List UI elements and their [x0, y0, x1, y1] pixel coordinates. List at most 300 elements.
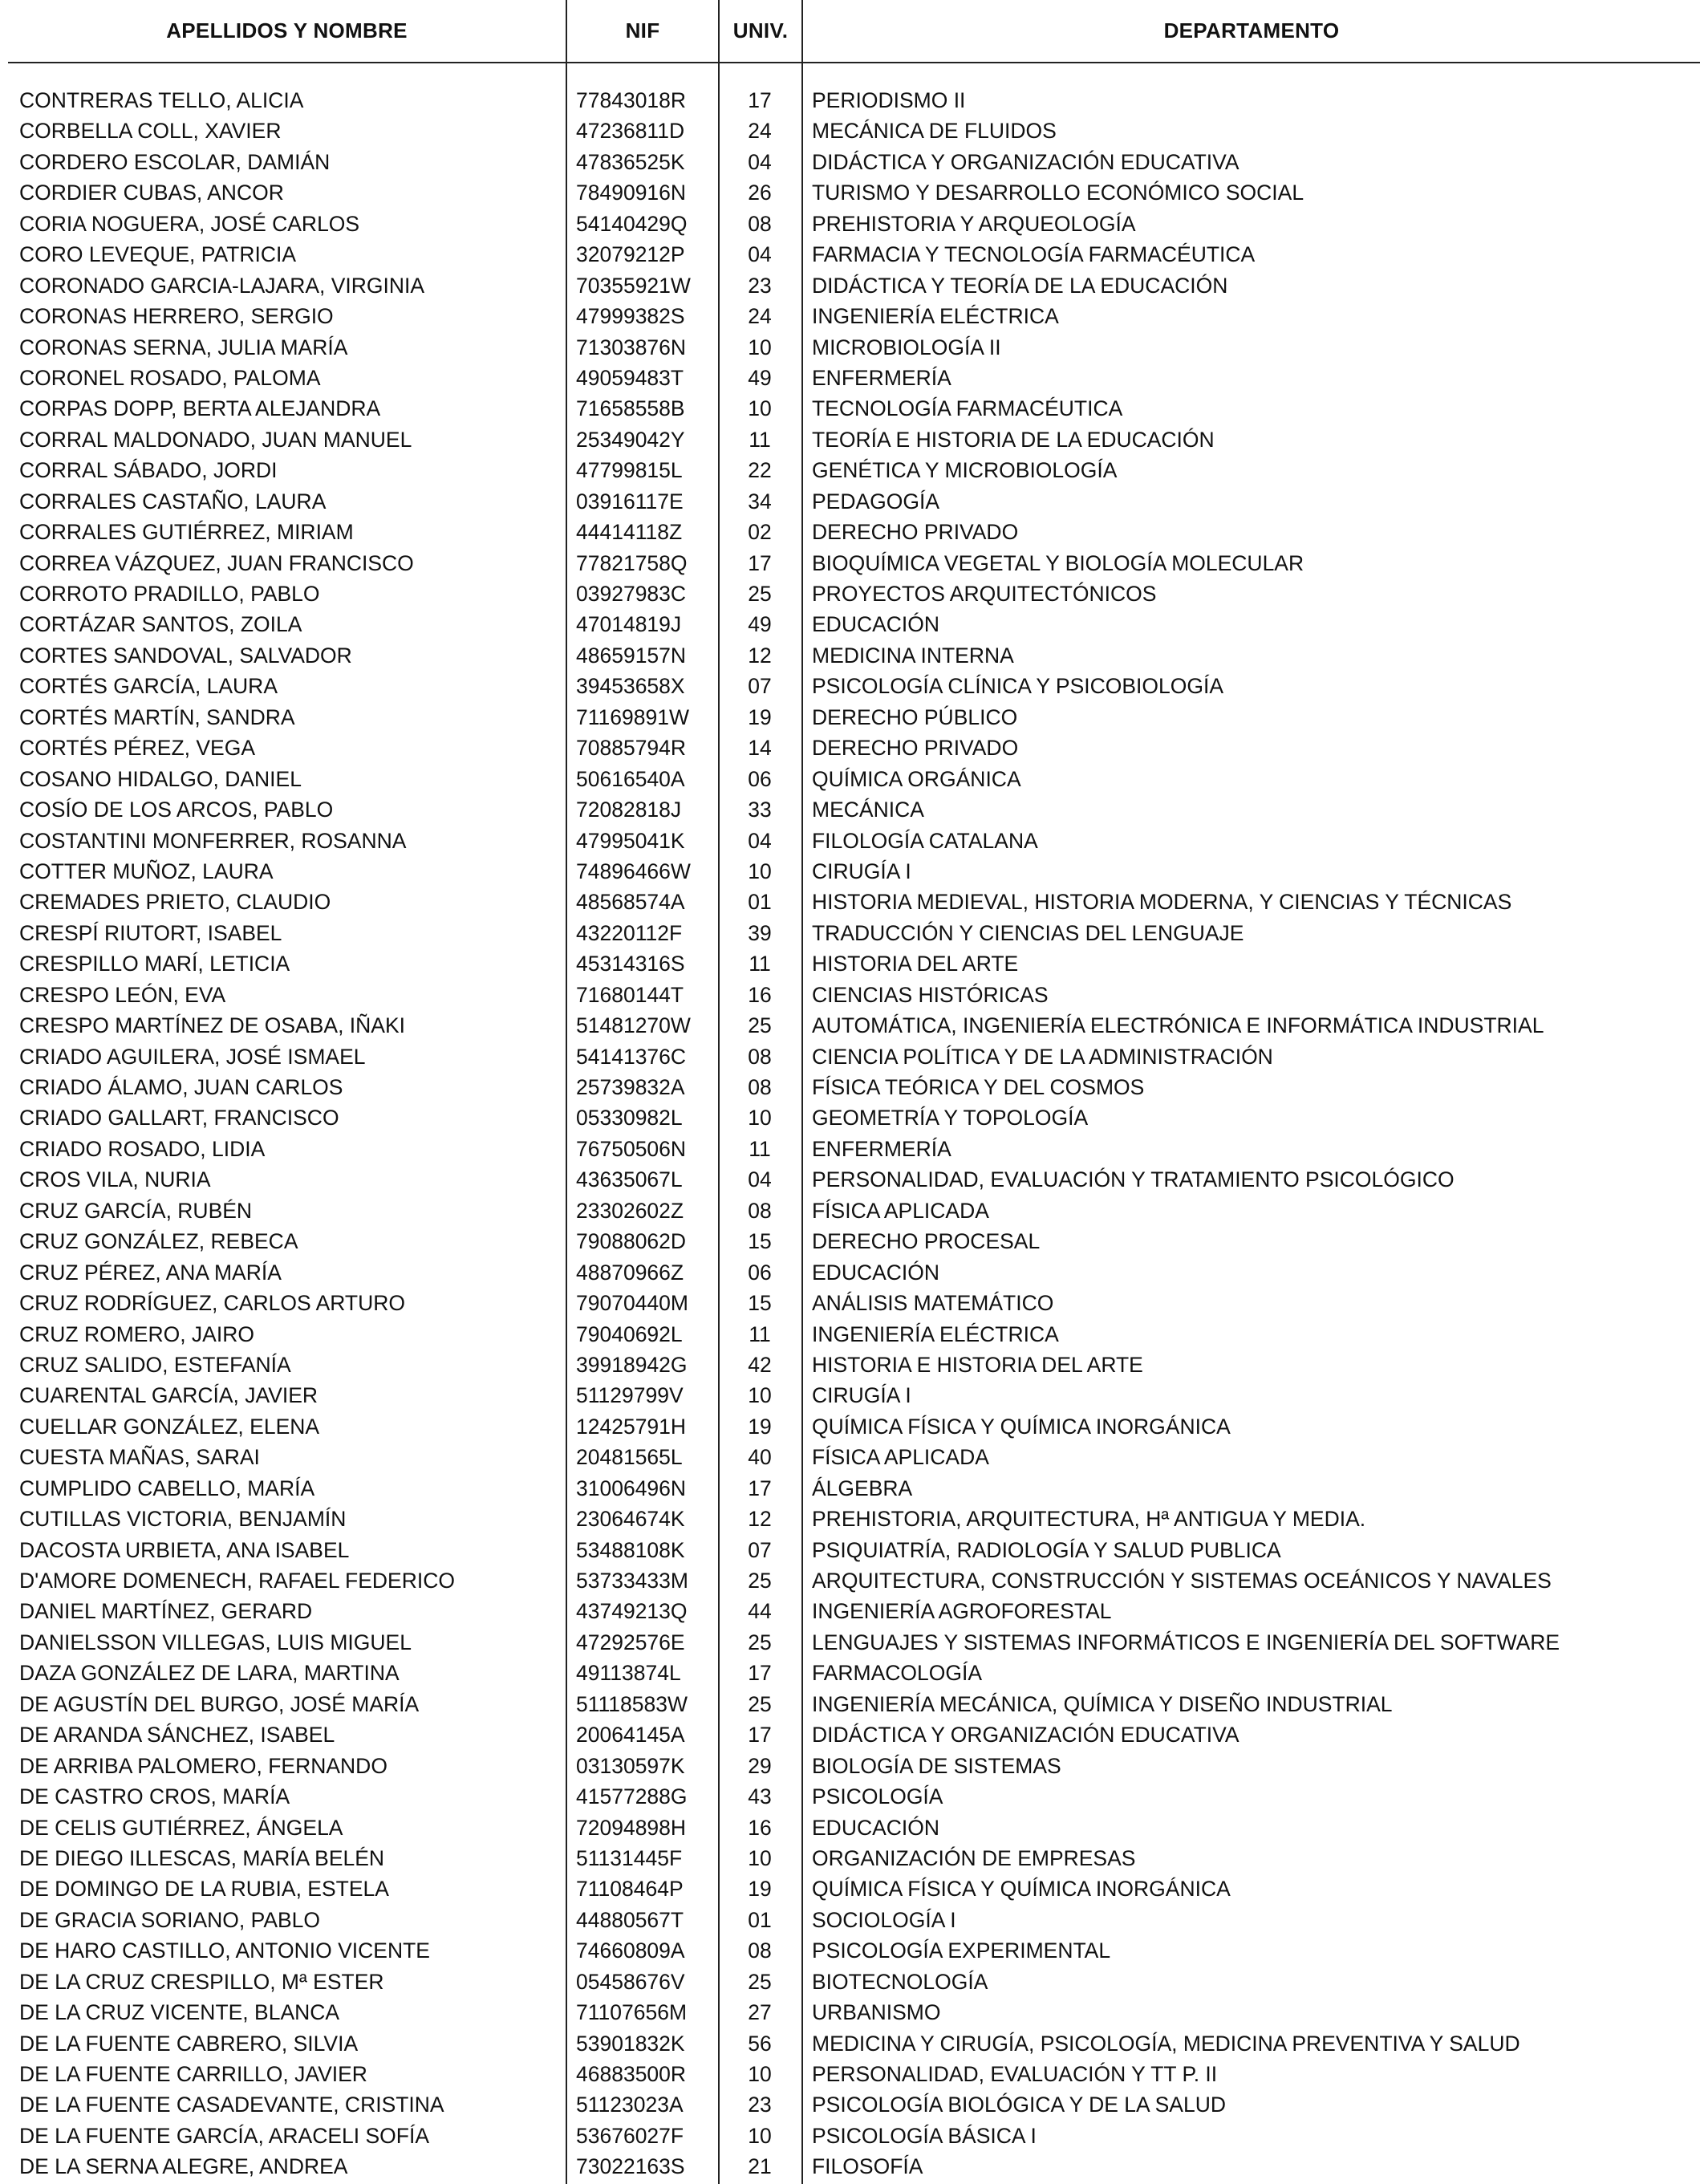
cell-univ: 08 — [748, 1044, 772, 1069]
cell-univ: 08 — [748, 1938, 772, 1963]
table-row — [0, 733, 1700, 763]
table-row — [0, 1967, 1700, 1997]
cell-department: CIRUGÍA I — [812, 859, 911, 883]
cell-nif: 47995041K — [576, 828, 685, 853]
table-row — [0, 1873, 1700, 1904]
cell-department: HISTORIA MEDIEVAL, HISTORIA MODERNA, Y CIENCIAS Y TÉCNICAS — [812, 890, 1512, 915]
table-row — [0, 1935, 1700, 1966]
cell-department: DERECHO PÚBLICO — [812, 704, 1018, 729]
table-row — [0, 1350, 1700, 1380]
cell-name: DE CELIS GUTIÉRREZ, ÁNGELA — [19, 1815, 343, 1840]
cell-nif: 77843018R — [576, 88, 687, 112]
cell-department: PREHISTORIA Y ARQUEOLOGÍA — [812, 211, 1136, 236]
cell-univ: 43 — [748, 1784, 772, 1809]
cell-name: CORONEL ROSADO, PALOMA — [19, 365, 321, 390]
cell-name: CORONAS SERNA, JULIA MARÍA — [19, 335, 348, 359]
table-row — [0, 578, 1700, 609]
cell-univ: 42 — [748, 1352, 772, 1377]
cell-nif: 03916117E — [576, 489, 684, 514]
cell-nif: 03927983C — [576, 582, 687, 606]
cell-univ: 39 — [748, 920, 772, 945]
cell-name: DE GRACIA SORIANO, PABLO — [19, 1907, 321, 1932]
cell-nif: 48568574A — [576, 890, 685, 915]
cell-name: CRUZ SALIDO, ESTEFANÍA — [19, 1352, 291, 1377]
cell-nif: 79070440M — [576, 1291, 688, 1316]
cell-univ: 19 — [748, 704, 772, 729]
cell-department: MICROBIOLOGÍA II — [812, 335, 1001, 359]
table-row — [0, 2059, 1700, 2089]
table-header — [0, 0, 1700, 62]
cell-nif: 71658558B — [576, 396, 685, 421]
cell-name: CRESPO MARTÍNEZ DE OSABA, IÑAKI — [19, 1013, 406, 1038]
cell-nif: 43749213Q — [576, 1599, 688, 1624]
cell-department: CIENCIAS HISTÓRICAS — [812, 982, 1049, 1007]
cell-univ: 25 — [748, 1630, 772, 1654]
cell-department: EDUCACIÓN — [812, 1260, 940, 1285]
cell-department: MECÁNICA DE FLUIDOS — [812, 119, 1057, 144]
cell-name: CORBELLA COLL, XAVIER — [19, 119, 282, 144]
cell-nif: 51129799V — [576, 1383, 684, 1408]
cell-name: COSTANTINI MONFERRER, ROSANNA — [19, 828, 407, 853]
cell-name: CORTÉS MARTÍN, SANDRA — [19, 704, 295, 729]
cell-nif: 71107656M — [576, 2000, 688, 2025]
cell-nif: 47836525K — [576, 149, 685, 174]
cell-univ: 24 — [748, 119, 772, 144]
cell-name: DE LA FUENTE GARCÍA, ARACELI SOFÍA — [19, 2123, 429, 2148]
table-row — [0, 548, 1700, 578]
cell-nif: 12425791H — [576, 1414, 687, 1439]
cell-univ: 04 — [748, 828, 772, 853]
cell-name: CRIADO ÁLAMO, JUAN CARLOS — [19, 1075, 343, 1099]
table-row — [0, 2028, 1700, 2059]
cell-univ: 19 — [748, 1877, 772, 1902]
table-row — [0, 918, 1700, 948]
cell-department: PSICOLOGÍA EXPERIMENTAL — [812, 1938, 1111, 1963]
table-row — [0, 363, 1700, 393]
cell-univ: 10 — [748, 2062, 772, 2086]
cell-nif: 32079212P — [576, 242, 685, 267]
cell-name: DANIELSSON VILLEGAS, LUIS MIGUEL — [19, 1630, 412, 1654]
cell-univ: 17 — [748, 1661, 772, 1686]
cell-nif: 25349042Y — [576, 427, 685, 452]
cell-name: CUELLAR GONZÁLEZ, ELENA — [19, 1414, 320, 1439]
cell-nif: 41577288G — [576, 1784, 688, 1809]
cell-name: CORTÉS GARCÍA, LAURA — [19, 674, 278, 699]
cell-department: PREHISTORIA, ARQUITECTURA, Hª ANTIGUA Y MEDIA. — [812, 1507, 1366, 1532]
cell-univ: 02 — [748, 520, 772, 545]
cell-univ: 10 — [748, 396, 772, 421]
cell-univ: 25 — [748, 582, 772, 606]
table-row — [0, 1196, 1700, 1226]
cell-nif: 51118583W — [576, 1691, 688, 1716]
cell-name: CORTES SANDOVAL, SALVADOR — [19, 643, 352, 668]
table-row — [0, 794, 1700, 825]
cell-name: CREMADES PRIETO, CLAUDIO — [19, 890, 331, 915]
cell-name: CRUZ GARCÍA, RUBÉN — [19, 1198, 253, 1223]
cell-name: DE HARO CASTILLO, ANTONIO VICENTE — [19, 1938, 430, 1963]
cell-nif: 43220112F — [576, 920, 683, 945]
cell-nif: 05458676V — [576, 1969, 685, 1994]
table-row — [0, 1257, 1700, 1288]
cell-nif: 72094898H — [576, 1815, 687, 1840]
table-row — [0, 486, 1700, 517]
table-row — [0, 1442, 1700, 1472]
cell-univ: 25 — [748, 1969, 772, 1994]
cell-department: URBANISMO — [812, 2000, 941, 2025]
cell-name: CORO LEVEQUE, PATRICIA — [19, 242, 297, 267]
table-row — [0, 1473, 1700, 1504]
cell-name: CORONAS HERRERO, SERGIO — [19, 304, 334, 329]
cell-name: DE CASTRO CROS, MARÍA — [19, 1784, 290, 1809]
cell-department: INGENIERÍA MECÁNICA, QUÍMICA Y DISEÑO INDUSTRIAL — [812, 1691, 1393, 1716]
cell-name: CORRAL MALDONADO, JUAN MANUEL — [19, 427, 412, 452]
cell-nif: 39453658X — [576, 674, 685, 699]
cell-univ: 08 — [748, 1198, 772, 1223]
cell-department: PERSONALIDAD, EVALUACIÓN Y TT P. II — [812, 2062, 1218, 2086]
cell-univ: 08 — [748, 211, 772, 236]
table-row — [0, 1689, 1700, 1719]
table-row — [0, 856, 1700, 887]
cell-nif: 77821758Q — [576, 550, 688, 575]
cell-department: HISTORIA DEL ARTE — [812, 952, 1019, 976]
cell-nif: 53488108K — [576, 1537, 685, 1562]
cell-department: ENFERMERÍA — [812, 365, 951, 390]
cell-department: FILOSOFÍA — [812, 2154, 923, 2179]
table-row — [0, 393, 1700, 424]
cell-department: DIDÁCTICA Y ORGANIZACIÓN EDUCATIVA — [812, 1723, 1239, 1748]
cell-nif: 53901832K — [576, 2031, 685, 2056]
cell-nif: 31006496N — [576, 1476, 687, 1500]
cell-name: CRIADO GALLART, FRANCISCO — [19, 1106, 339, 1131]
cell-univ: 17 — [748, 88, 772, 112]
cell-nif: 47999382S — [576, 304, 685, 329]
cell-nif: 72082818J — [576, 798, 682, 822]
table-row — [0, 887, 1700, 917]
cell-univ: 11 — [749, 1136, 771, 1161]
table-row — [0, 1102, 1700, 1133]
cell-univ: 07 — [748, 674, 772, 699]
cell-name: CORRAL SÁBADO, JORDI — [19, 458, 278, 483]
cell-name: CUARENTAL GARCÍA, JAVIER — [19, 1383, 318, 1408]
cell-nif: 48870966Z — [576, 1260, 684, 1285]
cell-name: CONTRERAS TELLO, ALICIA — [19, 88, 304, 112]
cell-nif: 47292576E — [576, 1630, 685, 1654]
table-row — [0, 1719, 1700, 1750]
cell-nif: 49113874L — [576, 1661, 681, 1686]
table-row — [0, 980, 1700, 1010]
cell-nif: 03130597K — [576, 1753, 685, 1778]
cell-univ: 49 — [748, 365, 772, 390]
table-row — [0, 1565, 1700, 1596]
cell-name: CRUZ ROMERO, JAIRO — [19, 1321, 254, 1346]
cell-nif: 44414118Z — [576, 520, 683, 545]
cell-univ: 22 — [748, 458, 772, 483]
cell-department: BIOQUÍMICA VEGETAL Y BIOLOGÍA MOLECULAR — [812, 550, 1304, 575]
cell-name: DE LA CRUZ CRESPILLO, Mª ESTER — [19, 1969, 384, 1994]
cell-nif: 23302602Z — [576, 1198, 684, 1223]
cell-name: DE ARRIBA PALOMERO, FERNANDO — [19, 1753, 387, 1778]
cell-univ: 11 — [749, 427, 771, 452]
cell-department: INGENIERÍA ELÉCTRICA — [812, 1321, 1059, 1346]
table-row — [0, 1288, 1700, 1318]
cell-name: CORDERO ESCOLAR, DAMIÁN — [19, 149, 331, 174]
cell-department: DERECHO PRIVADO — [812, 736, 1019, 761]
cell-department: PSICOLOGÍA BÁSICA I — [812, 2123, 1037, 2148]
cell-name: CORTÁZAR SANTOS, ZOILA — [19, 612, 302, 637]
cell-name: CORIA NOGUERA, JOSÉ CARLOS — [19, 211, 360, 236]
table-row — [0, 239, 1700, 270]
cell-name: CRIADO AGUILERA, JOSÉ ISMAEL — [19, 1044, 366, 1069]
cell-nif: 48659157N — [576, 643, 687, 668]
cell-univ: 06 — [748, 766, 772, 791]
table-row — [0, 1504, 1700, 1534]
cell-univ: 15 — [748, 1229, 772, 1254]
cell-univ: 14 — [748, 736, 772, 761]
cell-department: PEDAGOGÍA — [812, 489, 940, 514]
header-divider — [8, 62, 1700, 63]
table-row — [0, 2151, 1700, 2182]
cell-department: CIENCIA POLÍTICA Y DE LA ADMINISTRACIÓN — [812, 1044, 1273, 1069]
cell-univ: 23 — [748, 2093, 772, 2117]
cell-nif: 46883500R — [576, 2062, 687, 2086]
table-row — [0, 1072, 1700, 1102]
cell-name: CRESPO LEÓN, EVA — [19, 982, 226, 1007]
cell-univ: 15 — [748, 1291, 772, 1316]
cell-department: LENGUAJES Y SISTEMAS INFORMÁTICOS E INGENIERÍA DEL SOFTWARE — [812, 1630, 1560, 1654]
cell-nif: 20481565L — [576, 1445, 683, 1470]
table-row — [0, 1751, 1700, 1781]
table-body — [0, 85, 1700, 2182]
cell-department: EDUCACIÓN — [812, 1815, 940, 1840]
cell-department: FARMACIA Y TECNOLOGÍA FARMACÉUTICA — [812, 242, 1256, 267]
table-row — [0, 85, 1700, 116]
table-row — [0, 826, 1700, 856]
cell-univ: 11 — [749, 1321, 771, 1346]
cell-univ: 10 — [748, 1106, 772, 1131]
cell-department: FILOLOGÍA CATALANA — [812, 828, 1038, 853]
cell-name: CORRALES CASTAÑO, LAURA — [19, 489, 327, 514]
cell-department: BIOLOGÍA DE SISTEMAS — [812, 1753, 1061, 1778]
cell-nif: 70355921W — [576, 273, 691, 298]
cell-name: DE LA FUENTE CABRERO, SILVIA — [19, 2031, 359, 2056]
cell-name: CRUZ GONZÁLEZ, REBECA — [19, 1229, 298, 1254]
cell-nif: 47799815L — [576, 458, 683, 483]
cell-department: INGENIERÍA ELÉCTRICA — [812, 304, 1059, 329]
cell-department: FÍSICA APLICADA — [812, 1198, 989, 1223]
cell-name: CUESTA MAÑAS, SARAI — [19, 1445, 260, 1470]
cell-name: COSANO HIDALGO, DANIEL — [19, 766, 302, 791]
cell-nif: 25739832A — [576, 1075, 685, 1099]
table-row — [0, 517, 1700, 547]
cell-nif: 50616540A — [576, 766, 685, 791]
table-row — [0, 1627, 1700, 1658]
cell-department: INGENIERÍA AGROFORESTAL — [812, 1599, 1112, 1624]
cell-nif: 71169891W — [576, 704, 689, 729]
cell-univ: 10 — [748, 2123, 772, 2148]
cell-department: TECNOLOGÍA FARMACÉUTICA — [812, 396, 1123, 421]
cell-department: DIDÁCTICA Y TEORÍA DE LA EDUCACIÓN — [812, 273, 1228, 298]
cell-name: CUTILLAS VICTORIA, BENJAMÍN — [19, 1507, 347, 1532]
cell-name: DAZA GONZÁLEZ DE LARA, MARTINA — [19, 1661, 400, 1686]
cell-department: MEDICINA INTERNA — [812, 643, 1014, 668]
cell-name: CORREA VÁZQUEZ, JUAN FRANCISCO — [19, 550, 414, 575]
table-row — [0, 332, 1700, 363]
cell-name: DE DOMINGO DE LA RUBIA, ESTELA — [19, 1877, 389, 1902]
table-row — [0, 2121, 1700, 2151]
table-row — [0, 1319, 1700, 1350]
cell-department: MECÁNICA — [812, 798, 924, 822]
cell-department: TEORÍA E HISTORIA DE LA EDUCACIÓN — [812, 427, 1215, 452]
cell-nif: 71680144T — [576, 982, 684, 1007]
cell-nif: 79040692L — [576, 1321, 683, 1346]
table-row — [0, 702, 1700, 733]
cell-department: TRADUCCIÓN Y CIENCIAS DEL LENGUAJE — [812, 920, 1244, 945]
cell-department: CIRUGÍA I — [812, 1383, 911, 1408]
cell-nif: 54140429Q — [576, 211, 688, 236]
table-row — [0, 301, 1700, 331]
cell-nif: 79088062D — [576, 1229, 687, 1254]
cell-nif: 53733433M — [576, 1569, 688, 1593]
cell-name: DE LA SERNA ALEGRE, ANDREA — [19, 2154, 348, 2179]
table-row — [0, 1535, 1700, 1565]
cell-nif: 74660809A — [576, 1938, 685, 1963]
cell-department: ENFERMERÍA — [812, 1136, 951, 1161]
cell-department: EDUCACIÓN — [812, 612, 940, 637]
cell-univ: 44 — [748, 1599, 772, 1624]
table-row — [0, 1813, 1700, 1843]
cell-univ: 25 — [748, 1569, 772, 1593]
table-row — [0, 1134, 1700, 1164]
cell-univ: 34 — [748, 489, 772, 514]
cell-department: DERECHO PROCESAL — [812, 1229, 1041, 1254]
cell-nif: 43635067L — [576, 1167, 683, 1192]
cell-univ: 08 — [748, 1075, 772, 1099]
cell-univ: 04 — [748, 149, 772, 174]
cell-univ: 04 — [748, 1167, 772, 1192]
table-row — [0, 147, 1700, 177]
cell-name: DE LA FUENTE CASADEVANTE, CRISTINA — [19, 2093, 444, 2117]
table-row — [0, 1596, 1700, 1626]
cell-nif: 49059483T — [576, 365, 684, 390]
cell-nif: 71108464P — [576, 1877, 684, 1902]
cell-name: CRESPÍ RIUTORT, ISABEL — [19, 920, 282, 945]
cell-nif: 76750506N — [576, 1136, 687, 1161]
cell-univ: 17 — [748, 1476, 772, 1500]
cell-univ: 21 — [748, 2154, 772, 2179]
table-row — [0, 209, 1700, 239]
table-row — [0, 270, 1700, 301]
cell-department: TURISMO Y DESARROLLO ECONÓMICO SOCIAL — [812, 181, 1304, 205]
header-univ: UNIV. — [732, 18, 789, 43]
cell-univ: 33 — [748, 798, 772, 822]
table-row — [0, 1905, 1700, 1935]
cell-department: GEOMETRÍA Y TOPOLOGÍA — [812, 1106, 1089, 1131]
cell-nif: 47236811D — [576, 119, 685, 144]
cell-univ: 23 — [748, 273, 772, 298]
cell-univ: 17 — [748, 1723, 772, 1748]
cell-department: PSICOLOGÍA CLÍNICA Y PSICOBIOLOGÍA — [812, 674, 1224, 699]
cell-nif: 70885794R — [576, 736, 687, 761]
cell-name: D'AMORE DOMENECH, RAFAEL FEDERICO — [19, 1569, 455, 1593]
cell-nif: 51131445F — [576, 1845, 683, 1870]
cell-univ: 29 — [748, 1753, 772, 1778]
cell-department: PROYECTOS ARQUITECTÓNICOS — [812, 582, 1157, 606]
cell-department: AUTOMÁTICA, INGENIERÍA ELECTRÓNICA E INFORMÁTICA INDUSTRIAL — [812, 1013, 1544, 1038]
cell-univ: 24 — [748, 304, 772, 329]
cell-department: PERSONALIDAD, EVALUACIÓN Y TRATAMIENTO PSICOLÓGICO — [812, 1167, 1455, 1192]
cell-name: CRUZ RODRÍGUEZ, CARLOS ARTURO — [19, 1291, 405, 1316]
cell-name: CUMPLIDO CABELLO, MARÍA — [19, 1476, 315, 1500]
cell-nif: 74896466W — [576, 859, 691, 883]
cell-department: ÁLGEBRA — [812, 1476, 913, 1500]
cell-name: COTTER MUÑOZ, LAURA — [19, 859, 274, 883]
cell-univ: 04 — [748, 242, 772, 267]
table-row — [0, 609, 1700, 639]
cell-department: GENÉTICA Y MICROBIOLOGÍA — [812, 458, 1118, 483]
cell-univ: 19 — [748, 1414, 772, 1439]
cell-department: MEDICINA Y CIRUGÍA, PSICOLOGÍA, MEDICINA PREVENTIVA Y SALUD — [812, 2031, 1520, 2056]
cell-univ: 10 — [748, 1383, 772, 1408]
cell-department: DIDÁCTICA Y ORGANIZACIÓN EDUCATIVA — [812, 149, 1239, 174]
cell-nif: 71303876N — [576, 335, 687, 359]
cell-nif: 20064145A — [576, 1723, 685, 1748]
cell-department: PSICOLOGÍA — [812, 1784, 943, 1809]
cell-nif: 51123023A — [576, 2093, 684, 2117]
cell-univ: 12 — [748, 1507, 772, 1532]
cell-univ: 10 — [748, 859, 772, 883]
cell-nif: 53676027F — [576, 2123, 684, 2148]
cell-name: DE ARANDA SÁNCHEZ, ISABEL — [19, 1723, 335, 1748]
cell-univ: 11 — [749, 952, 771, 976]
cell-univ: 26 — [748, 181, 772, 205]
cell-name: DACOSTA URBIETA, ANA ISABEL — [19, 1537, 350, 1562]
cell-nif: 47014819J — [576, 612, 682, 637]
cell-name: CRUZ PÉREZ, ANA MARÍA — [19, 1260, 282, 1285]
cell-nif: 51481270W — [576, 1013, 691, 1038]
cell-nif: 78490916N — [576, 181, 687, 205]
cell-univ: 16 — [748, 1815, 772, 1840]
cell-univ: 12 — [748, 643, 772, 668]
cell-department: FÍSICA APLICADA — [812, 1445, 989, 1470]
cell-name: CRIADO ROSADO, LIDIA — [19, 1136, 266, 1161]
cell-department: FARMACOLOGÍA — [812, 1661, 983, 1686]
table-row — [0, 1226, 1700, 1256]
table-row — [0, 1781, 1700, 1812]
cell-department: PSIQUIATRÍA, RADIOLOGÍA Y SALUD PUBLICA — [812, 1537, 1281, 1562]
cell-univ: 06 — [748, 1260, 772, 1285]
cell-univ: 07 — [748, 1537, 772, 1562]
table-row — [0, 1380, 1700, 1411]
cell-department: ANÁLISIS MATEMÁTICO — [812, 1291, 1054, 1316]
cell-department: ORGANIZACIÓN DE EMPRESAS — [812, 1845, 1136, 1870]
cell-univ: 27 — [748, 2000, 772, 2025]
cell-name: CORONADO GARCIA-LAJARA, VIRGINIA — [19, 273, 425, 298]
cell-name: DE DIEGO ILLESCAS, MARÍA BELÉN — [19, 1845, 385, 1870]
cell-department: PSICOLOGÍA BIOLÓGICA Y DE LA SALUD — [812, 2093, 1226, 2117]
cell-univ: 16 — [748, 982, 772, 1007]
cell-name: CORROTO PRADILLO, PABLO — [19, 582, 320, 606]
cell-department: FÍSICA TEÓRICA Y DEL COSMOS — [812, 1075, 1145, 1099]
cell-name: DE LA CRUZ VICENTE, BLANCA — [19, 2000, 340, 2025]
cell-name: CORRALES GUTIÉRREZ, MIRIAM — [19, 520, 354, 545]
table-row — [0, 640, 1700, 671]
cell-department: ARQUITECTURA, CONSTRUCCIÓN Y SISTEMAS OCEÁNICOS Y NAVALES — [812, 1569, 1552, 1593]
table-row — [0, 764, 1700, 794]
cell-name: DE LA FUENTE CARRILLO, JAVIER — [19, 2062, 367, 2086]
cell-department: HISTORIA E HISTORIA DEL ARTE — [812, 1352, 1143, 1377]
cell-department: SOCIOLOGÍA I — [812, 1907, 956, 1932]
cell-univ: 01 — [748, 890, 772, 915]
